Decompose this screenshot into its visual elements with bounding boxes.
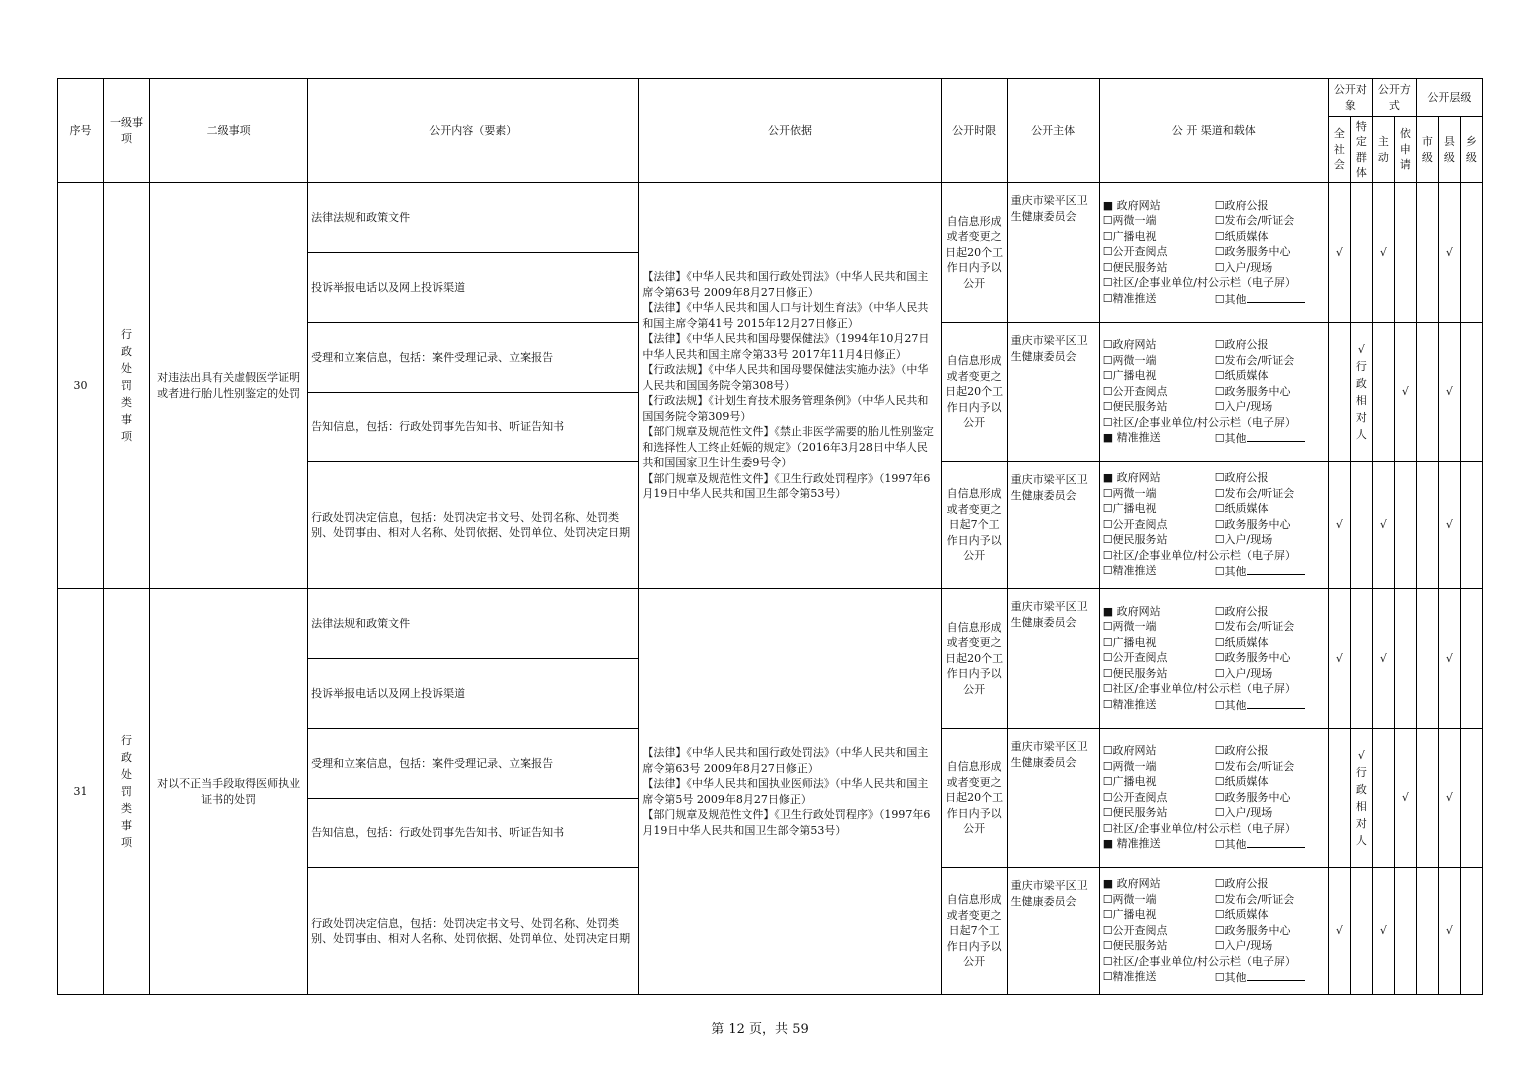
channel-option-other: [1215, 430, 1305, 447]
check-county: √: [1438, 462, 1460, 589]
channel-option: ☐政务服务中心: [1214, 790, 1291, 804]
channel-option: ■ 精准推送: [1102, 837, 1161, 851]
content-item: 法律法规和政策文件: [308, 589, 639, 659]
header-time: 公开时限: [941, 79, 1007, 183]
content-item: 告知信息，包括：行政处罚事先告知书、听证告知书: [308, 393, 639, 462]
channel-option: ☐两微一端: [1102, 892, 1157, 906]
check-specific: [1350, 589, 1372, 729]
header-target-specific: 特定群体: [1350, 117, 1372, 183]
channel-option: ☐精准推送: [1102, 291, 1157, 305]
channel-option: ☐入户/现场: [1214, 666, 1273, 680]
page-footer: 第 12 页，共 59: [711, 1022, 809, 1037]
channel-option: ☐精准推送: [1102, 970, 1157, 984]
channel-option: ☐发布会/听证会: [1214, 353, 1295, 367]
header-level: 公开层级: [1416, 79, 1482, 117]
row-seq: 31: [58, 589, 104, 995]
channel-row: [1103, 368, 1325, 384]
disclosure-time: 自信息形成或者变更之日起20个工作日内予以公开: [941, 729, 1007, 868]
channel-option: ☐其他: [1214, 838, 1247, 852]
channel-row: [1103, 892, 1325, 908]
channel-option: ☐公开查阅点: [1102, 923, 1168, 937]
channel-option: ☐纸质媒体: [1214, 229, 1269, 243]
channel-option: ☐两微一端: [1102, 620, 1157, 634]
check-town: [1460, 323, 1482, 462]
header-content: 公开内容（要素）: [308, 79, 639, 183]
disclosure-time: 自信息形成或者变更之日起20个工作日内予以公开: [941, 589, 1007, 729]
check-town: [1460, 729, 1482, 868]
channel-option: ☐政务服务中心: [1214, 651, 1291, 665]
channel-option: ☐公开查阅点: [1102, 790, 1168, 804]
channel-option: ☐便民服务站: [1102, 666, 1168, 680]
channel-row: [1103, 517, 1325, 533]
header-basis: 公开依据: [639, 79, 941, 183]
channel-list: [1099, 462, 1328, 589]
channel-option: ☐两微一端: [1102, 759, 1157, 773]
header-mode-apply: 依申请: [1394, 117, 1416, 183]
basis-line: 【部门规章及规范性文件】《禁止非医学需要的胎儿性别鉴定和选择性人工终止妊娠的规定》（2016年3月28日中华人民共和国国家卫生计生委9号令）: [642, 425, 934, 470]
content-item: 法律法规和政策文件: [308, 183, 639, 253]
channel-option: ☐公开查阅点: [1102, 384, 1168, 398]
disclosure-subject: 重庆市梁平区卫生健康委员会: [1007, 868, 1099, 995]
channel-row: [1103, 260, 1325, 276]
channel-option: ☐入户/现场: [1214, 533, 1273, 547]
check-active: √: [1372, 462, 1394, 589]
channel-option: ☐便民服务站: [1102, 260, 1168, 274]
check-specific: [1350, 323, 1372, 462]
channel-option: ☐社区/企事业单位/村公示栏（电子屏）: [1102, 276, 1296, 290]
check-all: √: [1328, 183, 1350, 323]
table-row: [58, 589, 1483, 659]
other-blank-line: [1247, 430, 1305, 442]
channel-option: ☐政务服务中心: [1214, 517, 1291, 531]
channel-row: [1103, 353, 1325, 369]
header-level2: 二级事项: [150, 79, 308, 183]
basis-line: 【行政法规】《中华人民共和国母婴保健法实施办法》（中华人民共和国国务院令第308号）: [642, 363, 929, 392]
specific-text: √行政相对人: [1355, 749, 1367, 847]
channel-option: ☐发布会/听证会: [1214, 892, 1295, 906]
disclosure-time: 自信息形成或者变更之日起20个工作日内予以公开: [941, 183, 1007, 323]
header-level-county: 县级: [1438, 117, 1460, 183]
check-all: √: [1328, 462, 1350, 589]
basis-line: 【法律】《中华人民共和国行政处罚法》（中华人民共和国主席令第63号 2009年8月27日修正）: [642, 746, 929, 775]
check-town: [1460, 183, 1482, 323]
check-specific: [1350, 462, 1372, 589]
check-county: √: [1438, 589, 1460, 729]
channel-option-other: [1215, 969, 1305, 986]
channel-row: [1103, 470, 1325, 486]
channel-option: ☐政府公报: [1214, 338, 1269, 352]
channel-row: [1103, 938, 1325, 954]
header-target: 公开对象: [1328, 79, 1372, 117]
content-item: 投诉举报电话以及网上投诉渠道: [308, 659, 639, 729]
disclosure-time: 自信息形成或者变更之日起7个工作日内予以公开: [941, 462, 1007, 589]
row-seq: 30: [58, 183, 104, 589]
disclosure-subject: 重庆市梁平区卫生健康委员会: [1007, 589, 1099, 729]
check-active: √: [1372, 868, 1394, 995]
disclosure-subject: 重庆市梁平区卫生健康委员会: [1007, 462, 1099, 589]
channel-row: [1103, 805, 1325, 821]
other-blank-line: [1247, 836, 1305, 848]
channel-row: [1103, 604, 1325, 620]
channel-option: ☐纸质媒体: [1214, 908, 1269, 922]
check-active: √: [1372, 589, 1394, 729]
channel-row: [1103, 774, 1325, 790]
check-city: [1416, 323, 1438, 462]
header-seq: 序号: [58, 79, 104, 183]
channel-option: ☐政府公报: [1214, 877, 1269, 891]
check-specific: [1350, 868, 1372, 995]
channel-option: ☐政府公报: [1214, 604, 1269, 618]
disclosure-subject: 重庆市梁平区卫生健康委员会: [1007, 729, 1099, 868]
channel-option: ☐社区/企事业单位/村公示栏（电子屏）: [1102, 821, 1296, 835]
channel-option: ☐两微一端: [1102, 214, 1157, 228]
basis-line: 【法律】《中华人民共和国母婴保健法》（1994年10月27日中华人民共和国主席令第33号 2017年11月4日修正）: [642, 332, 930, 361]
channel-option: ☐便民服务站: [1102, 806, 1168, 820]
channel-option: ☐政府公报: [1214, 471, 1269, 485]
channel-row: [1103, 229, 1325, 245]
channel-option: ☐便民服务站: [1102, 939, 1168, 953]
basis-cell: [639, 183, 941, 589]
channel-row: [1103, 291, 1325, 308]
disclosure-time: 自信息形成或者变更之日起20个工作日内予以公开: [941, 323, 1007, 462]
basis-line: 【法律】《中华人民共和国行政处罚法》（中华人民共和国主席令第63号 2009年8月27日修正）: [642, 270, 929, 299]
channel-option: ☐纸质媒体: [1214, 369, 1269, 383]
channel-option: ☐广播电视: [1102, 775, 1157, 789]
channel-option: ☐便民服务站: [1102, 400, 1168, 414]
channel-row: [1103, 836, 1325, 853]
channel-list: [1099, 323, 1328, 462]
channel-option-other: [1215, 836, 1305, 853]
check-county: √: [1438, 323, 1460, 462]
channel-list: [1099, 729, 1328, 868]
check-active: [1372, 729, 1394, 868]
row-level2: 对以不正当手段取得医师执业证书的处罚: [150, 589, 308, 995]
check-all: √: [1328, 868, 1350, 995]
other-blank-line: [1247, 697, 1305, 709]
channel-row: [1103, 619, 1325, 635]
channel-row: [1103, 790, 1325, 806]
check-active: [1372, 323, 1394, 462]
channel-option: ☐其他: [1214, 698, 1247, 712]
basis-line: 【行政法规】《计划生育技术服务管理条例》（中华人民共和国国务院令第309号）: [642, 394, 929, 423]
channel-option: ☐两微一端: [1102, 486, 1157, 500]
channel-option: ■ 政府网站: [1102, 471, 1161, 485]
check-city: [1416, 183, 1438, 323]
channel-list: [1099, 868, 1328, 995]
channel-option: ■ 政府网站: [1102, 604, 1161, 618]
channel-option-other: [1215, 697, 1305, 714]
check-active: √: [1372, 183, 1394, 323]
basis-line: 【法律】《中华人民共和国执业医师法》（中华人民共和国主席令第5号 2009年8月27日修正）: [642, 777, 929, 806]
channel-row: [1103, 876, 1325, 892]
other-blank-line: [1247, 563, 1305, 575]
channel-row: [1103, 532, 1325, 548]
channel-list: [1099, 589, 1328, 729]
channel-row: [1103, 759, 1325, 775]
channel-option: ☐政务服务中心: [1214, 245, 1291, 259]
channel-option: ☐广播电视: [1102, 635, 1157, 649]
content-item: 受理和立案信息，包括：案件受理记录、立案报告: [308, 323, 639, 393]
header-mode-active: 主动: [1372, 117, 1394, 183]
header-target-all: 全社会: [1328, 117, 1350, 183]
check-apply: √: [1394, 323, 1416, 462]
channel-row: [1103, 563, 1325, 580]
channel-option: ☐政务服务中心: [1214, 923, 1291, 937]
disclosure-subject: 重庆市梁平区卫生健康委员会: [1007, 183, 1099, 323]
channel-row: [1103, 384, 1325, 400]
channel-option: ☐公开查阅点: [1102, 651, 1168, 665]
channel-option: ☐广播电视: [1102, 502, 1157, 516]
check-county: √: [1438, 183, 1460, 323]
channel-option: ☐社区/企事业单位/村公示栏（电子屏）: [1102, 415, 1296, 429]
check-apply: [1394, 589, 1416, 729]
row-level1-text: 行政处罚类事项: [121, 734, 133, 849]
check-town: [1460, 868, 1482, 995]
channel-option: ■ 精准推送: [1102, 431, 1161, 445]
channel-option: ☐政务服务中心: [1214, 384, 1291, 398]
check-apply: √: [1394, 729, 1416, 868]
channel-option: ☐广播电视: [1102, 908, 1157, 922]
channel-row: [1103, 635, 1325, 651]
channel-option: ■ 政府网站: [1102, 198, 1161, 212]
channel-option-other: [1215, 563, 1305, 580]
check-specific: [1350, 729, 1372, 868]
header-subject: 公开主体: [1007, 79, 1099, 183]
check-county: √: [1438, 729, 1460, 868]
channel-option: ☐政府网站: [1102, 338, 1157, 352]
check-all: √: [1328, 589, 1350, 729]
channel-option: ☐社区/企事业单位/村公示栏（电子屏）: [1102, 682, 1296, 696]
channel-option: ☐其他: [1214, 292, 1247, 306]
check-town: [1460, 589, 1482, 729]
disclosure-subject: 重庆市梁平区卫生健康委员会: [1007, 323, 1099, 462]
table-row: [58, 183, 1483, 253]
channel-option: ☐入户/现场: [1214, 400, 1273, 414]
channel-option: ☐其他: [1214, 565, 1247, 579]
check-town: [1460, 462, 1482, 589]
check-all: [1328, 729, 1350, 868]
channel-row: [1103, 198, 1325, 214]
row-level2: 对违法出具有关虚假医学证明或者进行胎儿性别鉴定的处罚: [150, 183, 308, 589]
check-specific: [1350, 183, 1372, 323]
channel-row: [1103, 743, 1325, 759]
channel-row: [1103, 244, 1325, 260]
channel-row: [1103, 337, 1325, 353]
row-level1-text: 行政处罚类事项: [121, 328, 133, 443]
basis-cell: [639, 589, 941, 995]
channel-row: [1103, 666, 1325, 682]
channel-option: ☐两微一端: [1102, 353, 1157, 367]
channel-option: ☐政府公报: [1214, 198, 1269, 212]
other-blank-line: [1247, 291, 1305, 303]
channel-option: ☐公开查阅点: [1102, 245, 1168, 259]
check-city: [1416, 462, 1438, 589]
channel-option: ☐精准推送: [1102, 697, 1157, 711]
channel-option-other: [1215, 291, 1305, 308]
table-body: [58, 79, 1483, 995]
channel-row: [1103, 501, 1325, 517]
header-row-1: [58, 79, 1483, 117]
channel-option: ☐精准推送: [1102, 564, 1157, 578]
check-apply: [1394, 462, 1416, 589]
channel-option: ☐其他: [1214, 971, 1247, 985]
content-item: 告知信息，包括：行政处罚事先告知书、听证告知书: [308, 799, 639, 868]
channel-row: [1103, 969, 1325, 986]
channel-list: [1099, 183, 1328, 323]
channel-option: ☐广播电视: [1102, 229, 1157, 243]
check-apply: [1394, 868, 1416, 995]
check-city: [1416, 729, 1438, 868]
channel-option: ☐发布会/听证会: [1214, 214, 1295, 228]
content-item: 行政处罚决定信息，包括：处罚决定书文号、处罚名称、处罚类别、处罚事由、相对人名称、处罚依据、处罚单位、处罚决定日期: [308, 462, 639, 589]
channel-option: ☐广播电视: [1102, 369, 1157, 383]
channel-row: [1103, 213, 1325, 229]
disclosure-table: [57, 78, 1483, 995]
row-level1: [104, 183, 150, 589]
content-item: 投诉举报电话以及网上投诉渠道: [308, 253, 639, 323]
channel-option: ☐便民服务站: [1102, 533, 1168, 547]
channel-row: [1103, 430, 1325, 447]
channel-option: ☐政府网站: [1102, 744, 1157, 758]
row-level1: [104, 589, 150, 995]
channel-option: ☐社区/企事业单位/村公示栏（电子屏）: [1102, 954, 1296, 968]
header-mode: 公开方式: [1372, 79, 1416, 117]
header-level1: 一级事项: [104, 79, 150, 183]
header-level-town: 乡级: [1460, 117, 1482, 183]
channel-row: [1103, 697, 1325, 714]
channel-option: ☐入户/现场: [1214, 260, 1273, 274]
other-blank-line: [1247, 969, 1305, 981]
check-apply: [1394, 183, 1416, 323]
channel-option: ☐发布会/听证会: [1214, 620, 1295, 634]
channel-row: [1103, 923, 1325, 939]
channel-option: ■ 政府网站: [1102, 877, 1161, 891]
basis-line: 【部门规章及规范性文件】《卫生行政处罚程序》（1997年6月19日中华人民共和国卫生部令第53号）: [642, 471, 931, 501]
header-level-city: 市级: [1416, 117, 1438, 183]
channel-option: ☐纸质媒体: [1214, 635, 1269, 649]
content-item: 受理和立案信息，包括：案件受理记录、立案报告: [308, 729, 639, 799]
channel-option: ☐发布会/听证会: [1214, 759, 1295, 773]
channel-option: ☐入户/现场: [1214, 806, 1273, 820]
channel-option: ☐政府公报: [1214, 744, 1269, 758]
channel-option: ☐公开查阅点: [1102, 517, 1168, 531]
basis-line: 【法律】《中华人民共和国人口与计划生育法》（中华人民共和国主席令第41号 2015年12月27日修正）: [642, 301, 929, 330]
check-city: [1416, 868, 1438, 995]
channel-option: ☐纸质媒体: [1214, 775, 1269, 789]
content-item: 行政处罚决定信息，包括：处罚决定书文号、处罚名称、处罚类别、处罚事由、相对人名称、处罚依据、处罚单位、处罚决定日期: [308, 868, 639, 995]
channel-option: ☐发布会/听证会: [1214, 486, 1295, 500]
channel-row: [1103, 907, 1325, 923]
channel-option: ☐纸质媒体: [1214, 502, 1269, 516]
channel-option: ☐社区/企事业单位/村公示栏（电子屏）: [1102, 548, 1296, 562]
check-all: [1328, 323, 1350, 462]
check-county: √: [1438, 868, 1460, 995]
specific-text: √行政相对人: [1355, 343, 1367, 441]
channel-row: [1103, 399, 1325, 415]
disclosure-time: 自信息形成或者变更之日起7个工作日内予以公开: [941, 868, 1007, 995]
channel-row: [1103, 650, 1325, 666]
channel-option: ☐其他: [1214, 432, 1247, 446]
header-channel: 公 开 渠道和载体: [1099, 79, 1328, 183]
check-city: [1416, 589, 1438, 729]
channel-option: ☐入户/现场: [1214, 939, 1273, 953]
channel-row: [1103, 486, 1325, 502]
basis-line: 【部门规章及规范性文件】《卫生行政处罚程序》（1997年6月19日中华人民共和国卫生部令第53号）: [642, 808, 931, 837]
